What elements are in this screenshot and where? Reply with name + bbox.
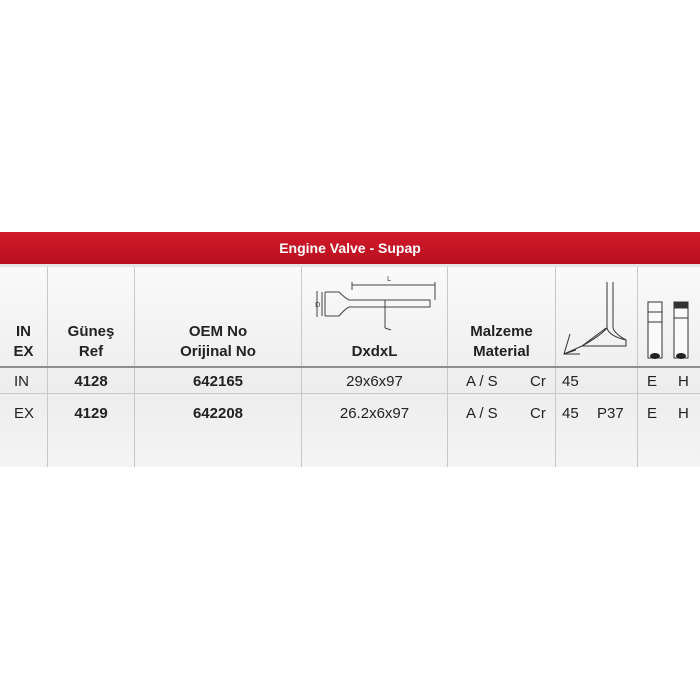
cell-oem: 642208 xyxy=(192,405,244,422)
diagram-length-label: L xyxy=(387,275,391,283)
header-separator xyxy=(0,366,700,368)
cell-angle: 45 xyxy=(562,405,579,422)
valve-cap-h-icon xyxy=(672,300,690,362)
table-title: Engine Valve - Supap xyxy=(0,232,700,264)
cell-h: H xyxy=(678,405,689,422)
cell-ref: 4128 xyxy=(74,373,108,390)
header-ref: Güneş Ref xyxy=(67,323,115,360)
cell-dims: 26.2x6x97 xyxy=(339,405,410,422)
parts-table xyxy=(0,232,700,467)
cell-extra: P37 xyxy=(597,405,624,422)
cell-coating: Cr xyxy=(530,405,546,422)
cell-e: E xyxy=(647,405,658,422)
header-dims: DxdxL xyxy=(351,343,398,360)
valve-cap-e-icon xyxy=(646,300,664,362)
cell-ref: 4129 xyxy=(74,405,108,422)
cell-angle: 45 xyxy=(562,373,579,390)
cell-material: A / S xyxy=(466,373,498,390)
cell-oem: 642165 xyxy=(192,373,244,390)
cell-material: A / S xyxy=(466,405,498,422)
diagram-diameter-label: D xyxy=(315,301,321,309)
row-separator xyxy=(0,393,700,394)
header-material: Malzeme Material xyxy=(470,323,533,360)
header-oem: OEM No Orijinal No xyxy=(180,323,256,360)
valve-angle-diagram-icon xyxy=(562,280,632,360)
header-type: IN EX xyxy=(13,323,34,360)
cell-coating: Cr xyxy=(530,373,546,390)
cell-type: IN xyxy=(14,373,29,390)
valve-dimension-diagram-icon xyxy=(315,274,440,336)
cell-dims: 29x6x97 xyxy=(346,373,403,390)
cell-type: EX xyxy=(14,405,35,422)
cell-h: H xyxy=(678,373,689,390)
cell-e: E xyxy=(647,373,658,390)
